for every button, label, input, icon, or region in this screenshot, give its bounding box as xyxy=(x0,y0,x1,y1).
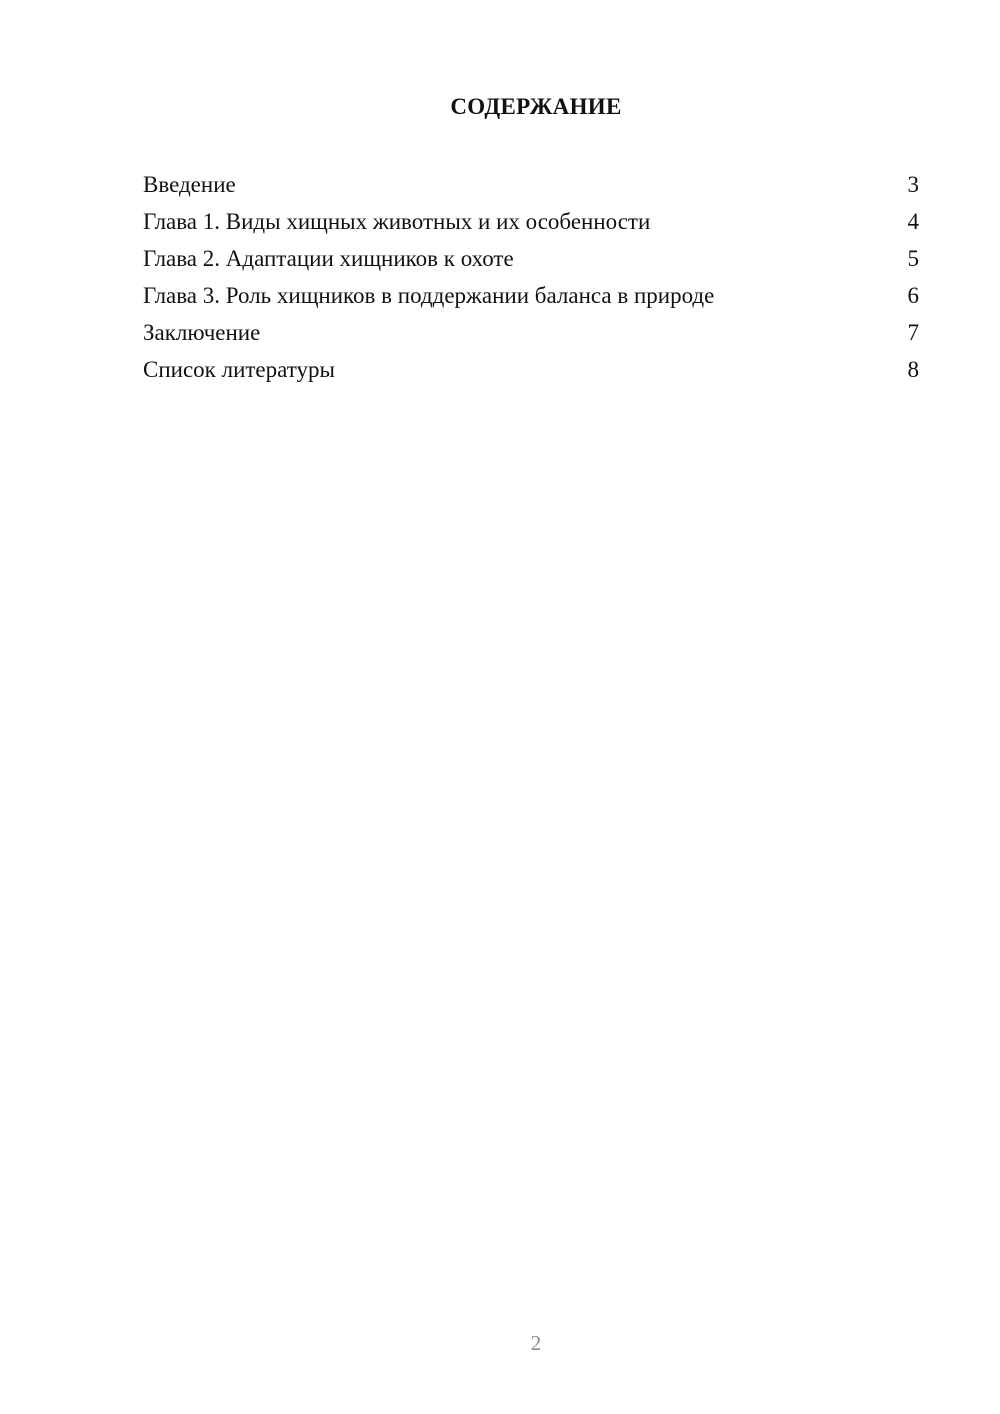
toc-entry-introduction xyxy=(143,168,919,205)
toc-entry-page: 7 xyxy=(907,320,919,345)
toc-entry-page: 8 xyxy=(907,357,919,382)
toc-entry-page: 3 xyxy=(907,172,919,197)
toc-entry-label: Глава 2. Адаптации хищников к охоте xyxy=(143,246,514,271)
toc-entry-page: 6 xyxy=(907,283,919,308)
toc-entry-chapter-3 xyxy=(143,279,919,316)
toc-entry-page: 5 xyxy=(907,246,919,271)
toc-entry-chapter-1 xyxy=(143,205,919,242)
toc-entry-conclusion xyxy=(143,316,919,353)
toc-entry-chapter-2 xyxy=(143,242,919,279)
toc-entry-label: Список литературы xyxy=(143,357,335,382)
table-of-contents xyxy=(143,168,919,390)
toc-entry-label: Глава 3. Роль хищников в поддержании баланса в природе xyxy=(143,283,715,308)
toc-entry-page: 4 xyxy=(907,209,919,234)
page-number: 2 xyxy=(530,1331,542,1355)
toc-entry-references xyxy=(143,353,919,390)
toc-entry-label: Введение xyxy=(143,172,236,197)
toc-entry-label: Глава 1. Виды хищных животных и их особенности xyxy=(143,209,651,234)
toc-title: СОДЕРЖАНИЕ xyxy=(450,94,622,119)
toc-entry-label: Заключение xyxy=(143,320,261,345)
